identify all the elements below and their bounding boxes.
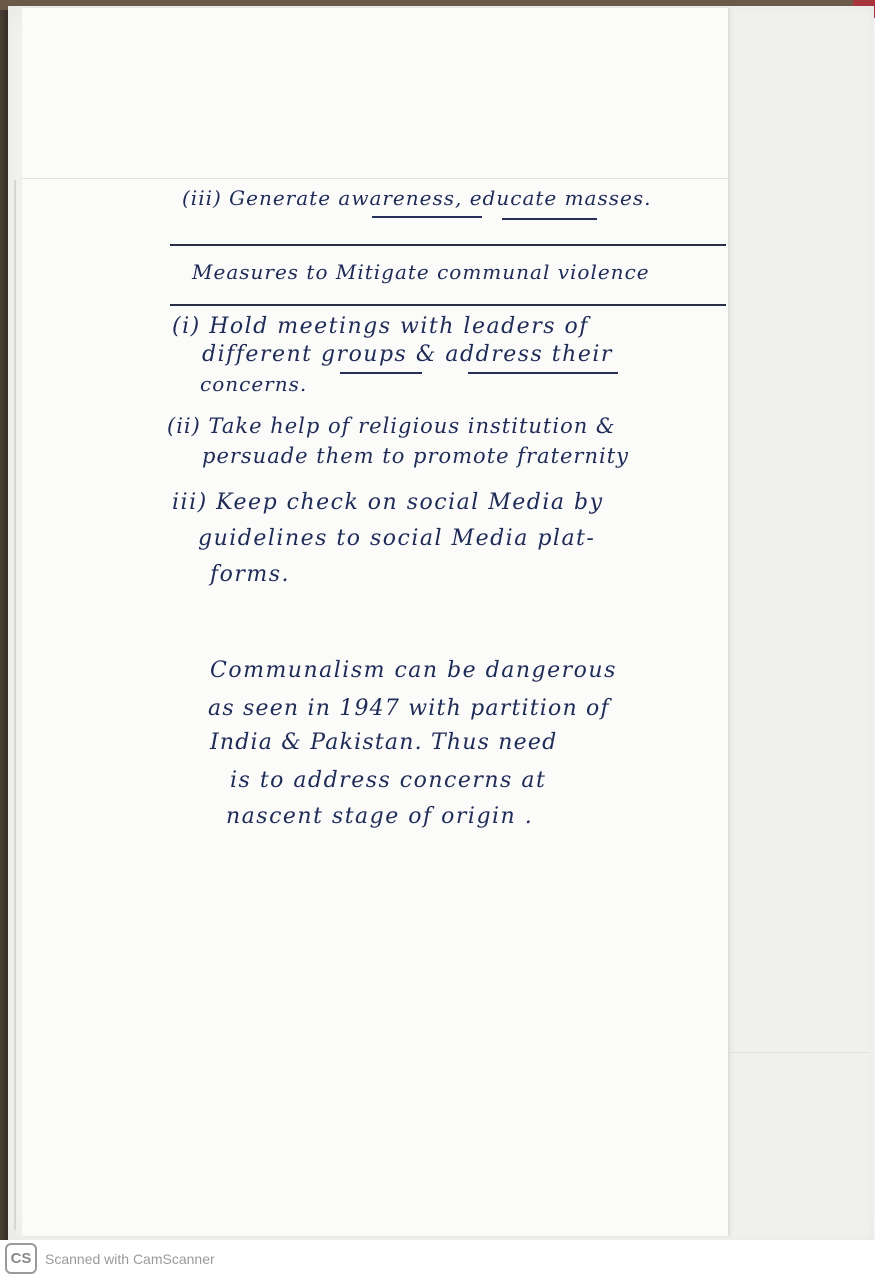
conclusion-line-4: is to address concerns at [230,768,547,793]
measure-1-line-2: different groups & address their [202,342,613,367]
conclusion-line-5: nascent stage of origin . [226,804,534,829]
measure-2-line-1: (ii) Take help of religious institution & [167,414,616,438]
underline-awareness [372,216,482,218]
section-heading: Measures to Mitigate communal violence [192,260,650,284]
paper-fold-line-right [729,1052,869,1053]
conclusion-line-3: India & Pakistan. Thus need [210,730,558,755]
measure-2-line-2: persuade them to promote fraternity [202,444,630,468]
measure-1-line-1: (i) Hold meetings with leaders of [172,314,589,339]
measure-3-line-3: forms. [210,562,291,587]
underline-educate [502,218,597,220]
handwritten-page [22,8,729,1236]
camscanner-watermark: Scanned with CamScanner [45,1251,215,1267]
conclusion-line-2: as seen in 1947 with partition of [208,696,610,721]
point-iii-generate-awareness: (iii) Generate awareness, educate masses. [182,186,652,210]
paper-left-edge [14,180,16,1230]
paper-fold-line [22,178,728,179]
measure-1-line-3: concerns. [200,372,308,396]
heading-bottom-rule [170,304,726,306]
underline-address-their [468,372,618,374]
measure-3-line-2: guidelines to social Media plat- [198,526,596,551]
underline-groups [340,372,422,374]
conclusion-line-1: Communalism can be dangerous [210,658,617,683]
camscanner-logo-icon: CS [5,1243,37,1274]
measure-3-line-1: iii) Keep check on social Media by [172,490,604,515]
heading-top-rule [170,244,726,246]
